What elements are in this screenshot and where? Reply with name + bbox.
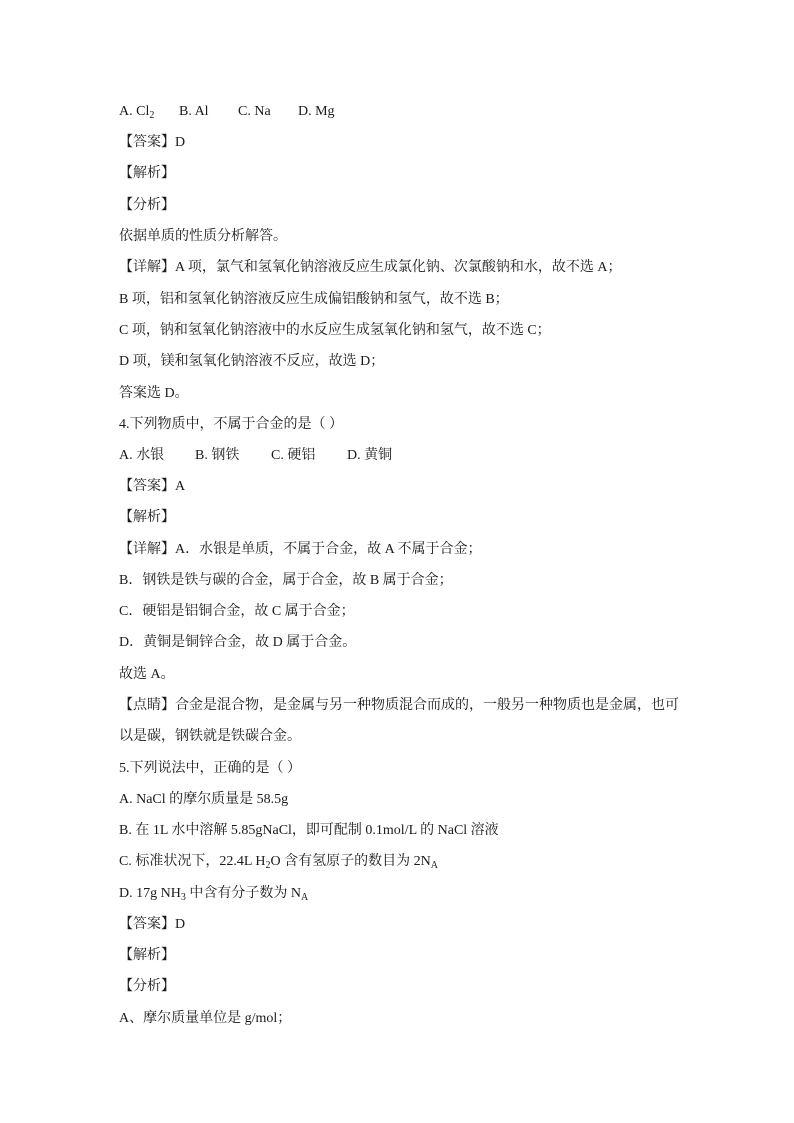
q5-answer: 【答案】D bbox=[119, 917, 186, 932]
q3-options bbox=[119, 103, 335, 121]
q4-conclusion: 故选 A。 bbox=[119, 667, 175, 682]
q4-detail-b: B．钢铁是铁与碳的合金，属于合金，故 B 属于合金； bbox=[119, 573, 453, 588]
q3-option-d: D. Mg bbox=[298, 104, 335, 119]
q4-option-c: C. 硬铝 bbox=[271, 448, 316, 463]
q4-option-b: B. 钢铁 bbox=[195, 448, 240, 463]
q3-option-b: B. Al bbox=[179, 104, 209, 119]
q5-fenxi-heading: 【分析】 bbox=[119, 979, 175, 994]
q5-option-a: A. NaCl 的摩尔质量是 58.5g bbox=[119, 792, 289, 807]
q3-analysis-heading: 【解析】 bbox=[119, 166, 175, 181]
q3-detail-a: 【详解】A 项，氯气和氢氧化钠溶液反应生成氯化钠、次氯酸钠和水，故不选 A； bbox=[119, 260, 622, 275]
q3-detail-b: B 项，铝和氢氧化钠溶液反应生成偏铝酸钠和氢气，故不选 B； bbox=[119, 292, 509, 307]
q3-option-a: A. $Cl_2$ bbox=[119, 104, 155, 121]
q5-question: 5.下列说法中，正确的是（ ） bbox=[119, 761, 301, 776]
q5-fenxi-text: A、摩尔质量单位是 g/mol； bbox=[119, 1011, 292, 1026]
q3-fenxi-heading: 【分析】 bbox=[119, 198, 175, 213]
q3-conclusion: 答案选 D。 bbox=[119, 386, 189, 401]
q4-question: 4.下列物质中，不属于合金的是（ ） bbox=[119, 417, 343, 432]
q4-options bbox=[119, 447, 392, 465]
q4-detail-a: 【详解】A．水银是单质，不属于合金，故 A 不属于合金； bbox=[119, 542, 482, 557]
q5-option-c: C. 标准状况下，22.4L $H_2O$ 含有氢原子的数目为 $2N_A$ bbox=[119, 854, 438, 871]
q3-option-c: C. Na bbox=[238, 104, 271, 119]
q4-detail-c: C．硬铝是铝铜合金，故 C 属于合金； bbox=[119, 604, 355, 619]
q3-detail-c: C 项，钠和氢氧化钠溶液中的水反应生成氢氧化钠和氢气，故不选 C； bbox=[119, 323, 551, 338]
q3-answer: 【答案】D bbox=[119, 135, 186, 150]
q4-answer: 【答案】A bbox=[119, 479, 186, 494]
q3-fenxi-text: 依据单质的性质分析解答。 bbox=[119, 229, 287, 244]
q4-comment-line-2: 以是碳，钢铁就是铁碳合金。 bbox=[119, 729, 301, 744]
q5-option-d: D. 17g $NH_3$ 中含有分子数为 $N_A$ bbox=[119, 886, 309, 903]
q4-analysis-heading: 【解析】 bbox=[119, 510, 175, 525]
q5-option-b: B. 在 1L 水中溶解 5.85gNaCl，即可配制 0.1mol/L 的 NaCl 溶液 bbox=[119, 823, 499, 838]
q4-detail-d: D．黄铜是铜锌合金，故 D 属于合金。 bbox=[119, 635, 357, 650]
q4-option-d: D. 黄铜 bbox=[347, 448, 393, 463]
q4-option-a: A. 水银 bbox=[119, 448, 165, 463]
q5-analysis-heading: 【解析】 bbox=[119, 948, 175, 963]
q3-detail-d: D 项，镁和氢氧化钠溶液不反应，故选 D； bbox=[119, 354, 385, 369]
q4-comment-line-1: 【点睛】合金是混合物，是金属与另一种物质混合而成的，一般另一种物质也是金属，也可 bbox=[119, 698, 679, 713]
